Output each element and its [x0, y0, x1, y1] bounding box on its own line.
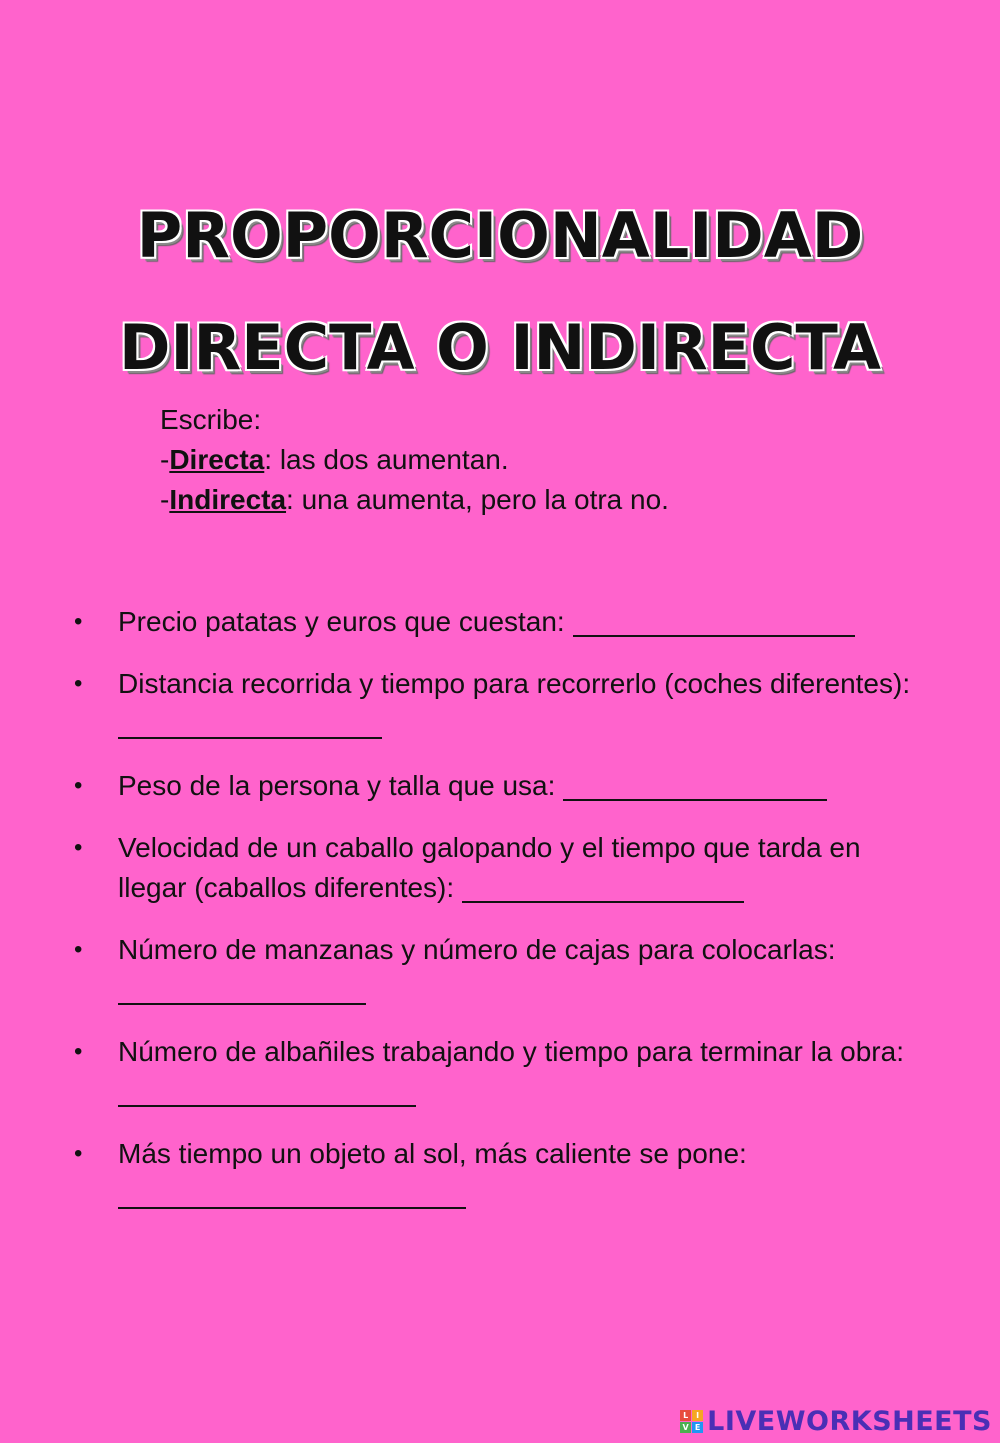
instructions — [160, 400, 669, 520]
list-item — [72, 602, 932, 642]
list-item — [72, 664, 932, 744]
answer-blank[interactable] — [462, 871, 744, 903]
bullet-icon: • — [74, 1140, 83, 1167]
question-text: Número de albañiles trabajando y tiempo para terminar la obra: — [118, 1036, 904, 1067]
keyword-directa: Directa — [169, 444, 265, 475]
list-item — [72, 828, 932, 908]
question-text: Precio patatas y euros que cuestan: — [118, 606, 573, 637]
question-text: Velocidad de un caballo galopando y el tiempo que tarda en llegar (caballos diferentes): — [118, 832, 861, 903]
instruction-directa — [160, 440, 669, 480]
list-item — [72, 1134, 932, 1214]
bullet-icon: • — [74, 1038, 83, 1065]
logo-letter: L — [680, 1410, 691, 1421]
keyword-indirecta: Indirecta — [169, 484, 287, 515]
question-text: Número de manzanas y número de cajas para colocarlas: — [118, 934, 836, 965]
list-item — [72, 766, 932, 806]
answer-blank[interactable] — [563, 769, 827, 801]
logo-mark-icon — [680, 1410, 703, 1433]
question-text: Peso de la persona y talla que usa: — [118, 770, 564, 801]
logo-letter: E — [692, 1422, 703, 1433]
bullet-icon: • — [74, 936, 83, 963]
answer-blank[interactable] — [118, 973, 366, 1005]
liveworksheets-logo — [680, 1406, 992, 1437]
page-title — [0, 180, 1000, 404]
question-text: Distancia recorrida y tiempo para recorrerlo (coches diferentes): — [118, 668, 911, 699]
list-item — [72, 1032, 932, 1112]
answer-blank[interactable] — [573, 605, 855, 637]
logo-letter: I — [692, 1410, 703, 1421]
bullet-icon: • — [74, 670, 83, 697]
question-text: Más tiempo un objeto al sol, más caliente se pone: — [118, 1138, 747, 1169]
question-list — [72, 602, 932, 1236]
bullet-icon: • — [74, 834, 83, 861]
logo-letter: V — [680, 1422, 691, 1433]
answer-blank[interactable] — [118, 707, 382, 739]
dash: - — [160, 484, 170, 515]
directa-description: : las dos aumentan. — [264, 444, 509, 475]
logo-text: LIVEWORKSHEETS — [707, 1406, 992, 1437]
title-line-1: PROPORCIONALIDAD — [136, 199, 864, 272]
indirecta-description: : una aumenta, pero la otra no. — [286, 484, 669, 515]
title-line-2: DIRECTA O INDIRECTA — [118, 311, 881, 384]
bullet-icon: • — [74, 772, 83, 799]
answer-blank[interactable] — [118, 1177, 466, 1209]
list-item — [72, 930, 932, 1010]
bullet-icon: • — [74, 608, 83, 635]
instruction-indirecta — [160, 480, 669, 520]
instructions-heading: Escribe: — [160, 404, 262, 435]
answer-blank[interactable] — [118, 1075, 416, 1107]
dash: - — [160, 444, 170, 475]
